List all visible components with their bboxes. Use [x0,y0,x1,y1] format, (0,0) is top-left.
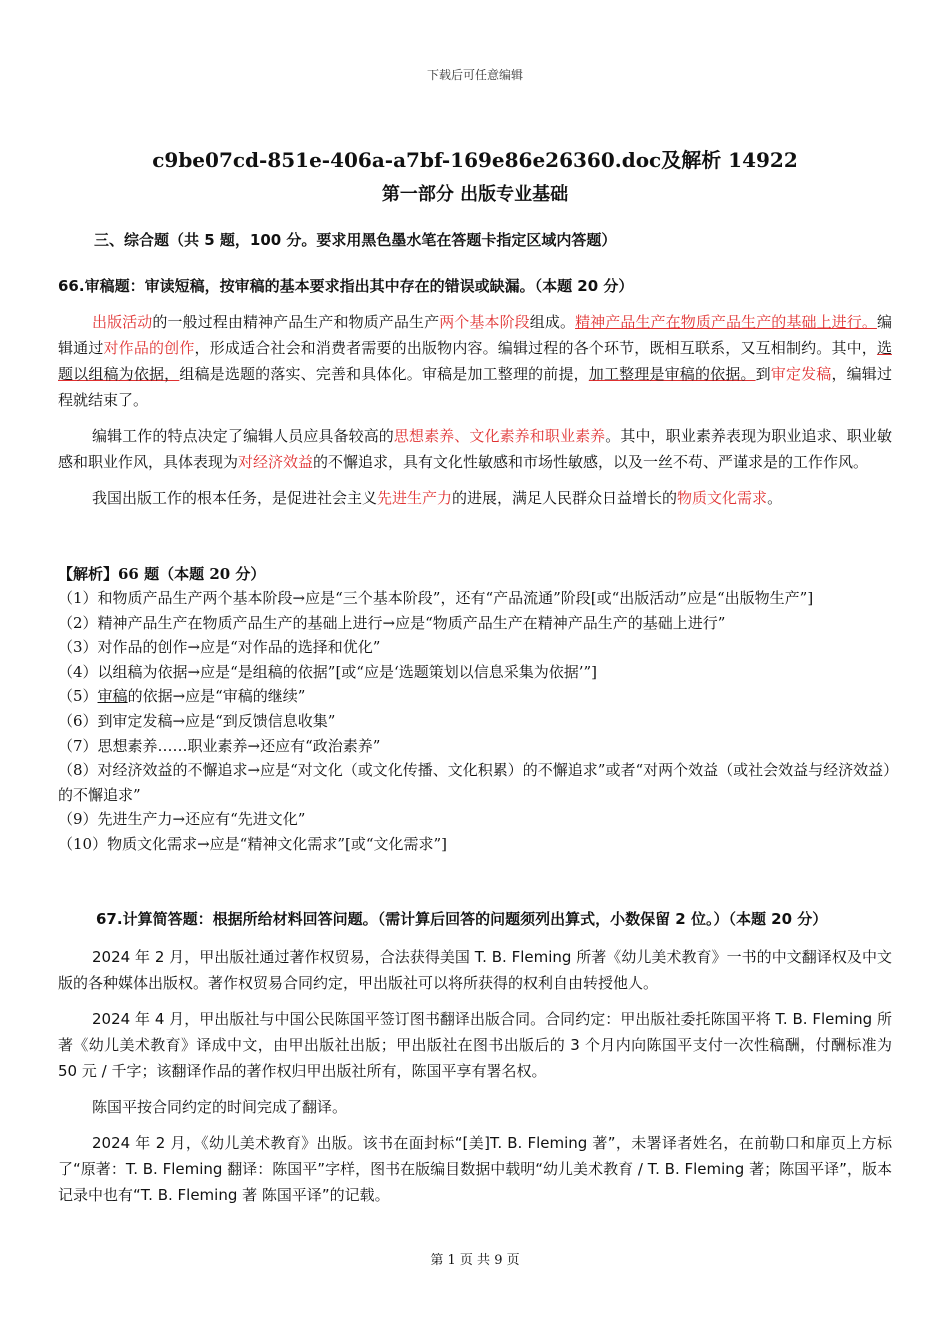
page-header: 下载后可任意编辑 [426,68,523,82]
question-67 [58,906,892,1208]
text: 的一般过程由精神产品生产和物质产品生产 [152,313,440,331]
red-text: 先进生产力 [377,489,453,507]
text: 的依据→应是“审稿的继续” [127,687,306,706]
q66-paragraph-2 [58,423,892,475]
analysis-item: （2）精神产品生产在物质产品生产的基础上进行→应是“物质产品生产在精神产品生产的基础上进行” [58,613,726,632]
text: 。其中，职业素养表现为职业追求、职业敏感和职业作风，具体表现为 [58,427,892,471]
analysis-item: （6）到审定发稿→应是“到反馈信息收集” [58,711,336,730]
red-text: 物质文化需求 [677,489,768,507]
red-text: 思想素养、文化素养和职业素养 [393,427,606,445]
page-footer: 第 1 页 共 9 页 [430,1253,520,1268]
analysis-item: （8）对经济效益的不懈追求→应是“对文化（或文化传播、文化积累）的不懈追求”或者“对两个效益（或社会效益与经济效益）的不懈追求” [58,761,891,804]
text: （5） [58,687,98,706]
text: 编辑工作的特点决定了编辑人员应具备较高的 [92,427,394,445]
q67-heading: 67.计算简答题：根据所给材料回答问题。（需计算后回答的问题须列出算式，小数保留 2 位。）（本题 20 分） [96,910,828,928]
q66-paragraph-1 [58,309,892,413]
text: 我国出版工作的根本任务，是促进社会主义 [92,489,378,507]
text: 的不懈追求，具有文化性敏感和市场性敏感，以及一丝不苟、严谨求是的工作作风。 [313,453,869,471]
analysis-item: （4）以组稿为依据→应是“是组稿的依据”[或“应是‘选题策划以信息采集为依据’”] [58,662,598,681]
text: 组成。 [529,313,576,331]
red-underlined-text: 精神产品生产在物质产品生产的基础上进行。 [575,313,877,331]
document-subtitle: 第一部分 出版专业基础 [381,184,569,205]
underlined-text: 加工整理是审稿的依据。 [588,365,756,383]
red-text: 审定发稿 [770,365,832,383]
q67-paragraph: 2024 年 4 月，甲出版社与中国公民陈国平签订图书翻译出版合同。合同约定：甲出版社委托陈国平将 T. B. Fleming 所著《幼儿美术教育》译成中文，由甲出版社出版；甲出版社在图书出版后的 3 个月内向陈国平支付一次性稿酬，付酬标准为 50 元 / 千字；该翻译作品的著作权归甲出版社所有，陈国平享有署名权。 [58,1010,892,1080]
text: 到 [755,365,771,383]
analysis-item: （3）对作品的创作→应是“对作品的选择和优化” [58,638,381,657]
q67-paragraph: 2024 年 2 月，《幼儿美术教育》出版。该书在面封标“[美]T. B. Fleming 著”，未署译者姓名，在前勒口和扉页上方标了“原著：T. B. Fleming 翻译：陈国平”字样，图书在版编目数据中载明“幼儿美术教育 / T. B. Fleming 著；陈国平译”，版本记录中也有“T. B. Fleming 著 陈国平译”的记载。 [58,1134,892,1204]
analysis-item: （1）和物质产品生产两个基本阶段→应是“三个基本阶段”，还有“产品流通”阶段[或“出版活动”应是“出版物生产”] [58,589,814,607]
q66-heading: 66.审稿题：审读短稿，按审稿的基本要求指出其中存在的错误或缺漏。（本题 20 分） [58,277,634,295]
q67-paragraph: 2024 年 2 月，甲出版社通过著作权贸易，合法获得美国 T. B. Fleming 所著《幼儿美术教育》一书的中文翻译权及中文版的各种媒体出版权。著作权贸易合同约定，甲出版社可以将所获得的权利自由转授他人。 [58,948,892,992]
analysis-item [58,684,892,709]
text: ，形成适合社会和消费者需要的出版物内容。编辑过程的各个环节，既相互联系，又互相制约。其中， [194,339,877,357]
analysis-heading: 【解析】66 题（本题 20 分） [58,565,266,583]
underlined-text: 选题以组稿为依据， [58,339,892,383]
analysis-item: （9）先进生产力→还应有“先进文化” [58,810,306,829]
underlined-text: 审稿 [97,687,128,706]
document-title: c9be07cd-851e-406a-a7bf-169e86e26360.doc及解析 14922 [152,148,798,172]
section-heading: 三、综合题（共 5 题，100 分。要求用黑色墨水笔在答题卡指定区域内答题） [94,231,617,249]
text: ，编辑过程就结束了。 [58,365,892,409]
text: 编辑通过 [58,313,892,357]
question-66 [58,273,892,511]
q66-paragraph-3 [58,485,892,511]
analysis-item: （10）物质文化需求→应是“精神文化需求”[或“文化需求”] [58,834,448,853]
analysis-item: （7）思想素养……职业素养→还应有“政治素养” [58,736,381,755]
analysis-66 [58,562,892,857]
red-text: 对经济效益 [238,453,314,471]
text: 。 [767,489,783,507]
red-text: 两个基本阶段 [439,313,530,331]
text: 组稿是选题的落实、完善和具体化。审稿是加工整理的前提， [179,365,589,383]
q67-paragraph: 陈国平按合同约定的时间完成了翻译。 [92,1098,348,1116]
text: 的进展，满足人民群众日益增长的 [452,489,678,507]
red-text: 对作品的创作 [103,339,195,357]
red-text: 出版活动 [92,313,153,331]
